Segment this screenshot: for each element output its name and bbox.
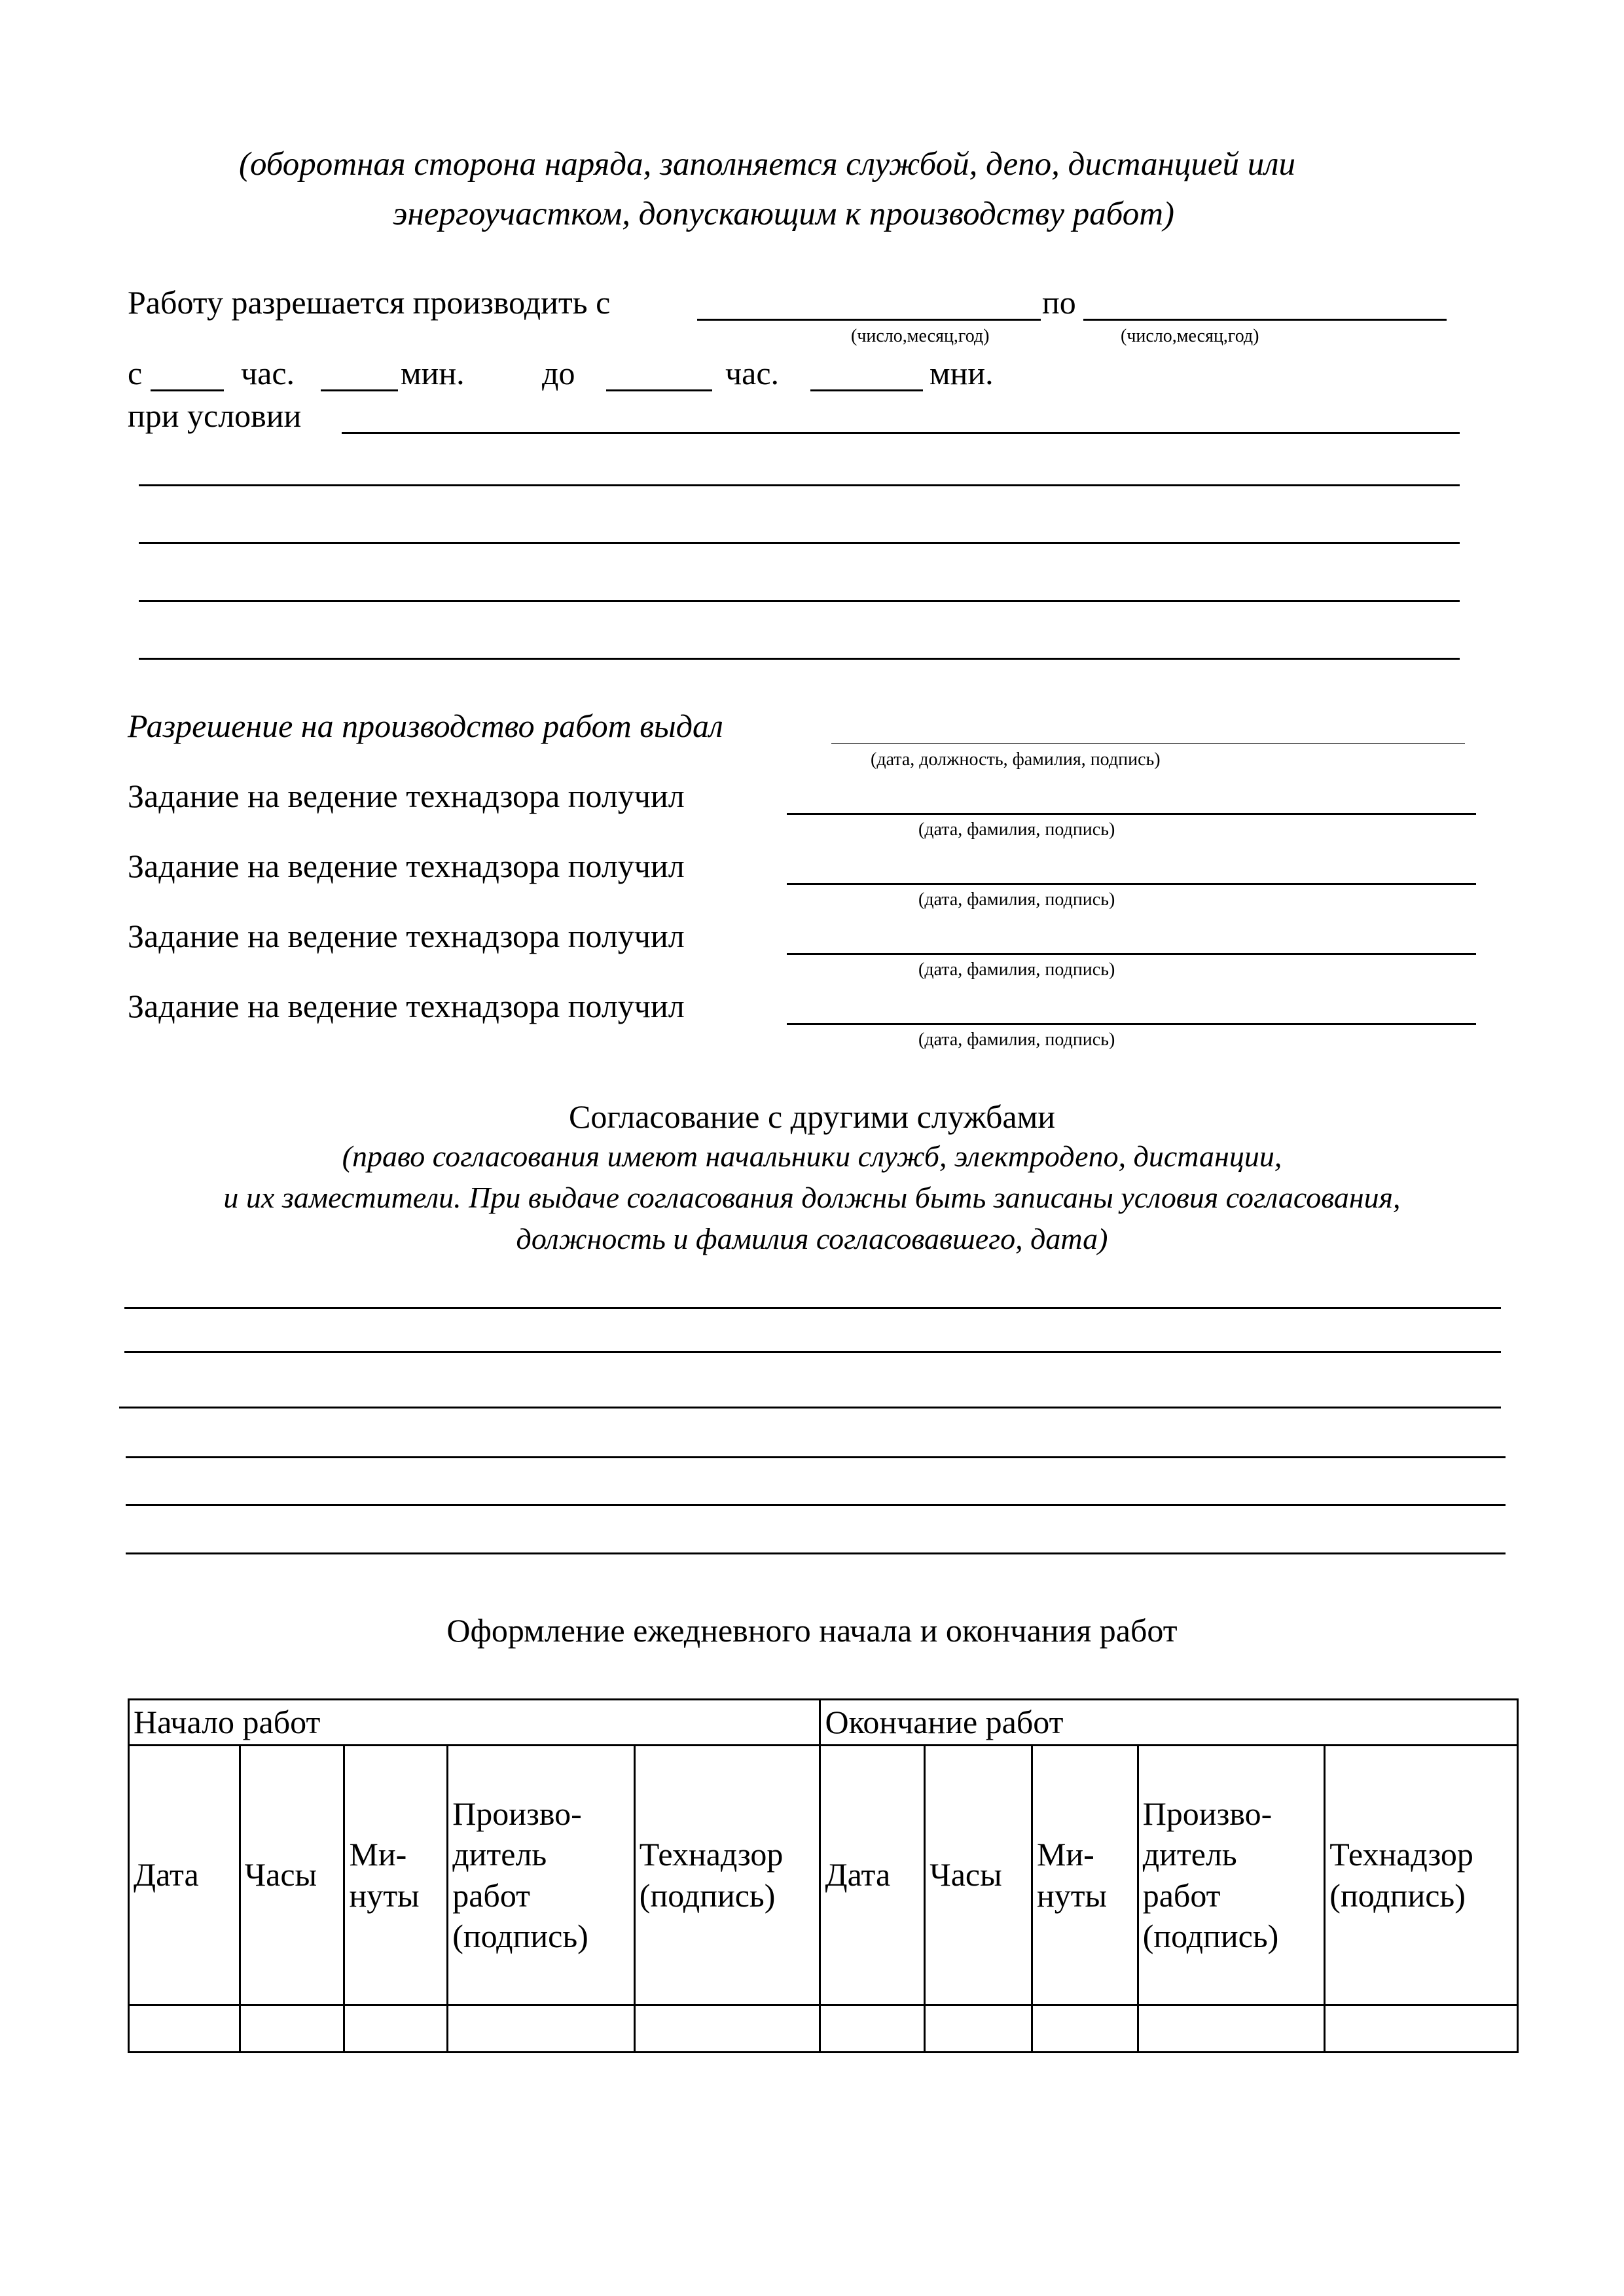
cell-start-foreman[interactable] <box>448 2005 635 2052</box>
cell-end-date[interactable] <box>820 2005 925 2052</box>
condition-line-3[interactable] <box>139 542 1460 544</box>
condition-line-2[interactable] <box>139 484 1460 486</box>
end-works-header: Окончание работ <box>820 1700 1518 1746</box>
permit-end-date-field[interactable] <box>1083 319 1447 321</box>
caption-tech-2: (дата, фамилия, подпись) <box>918 889 1115 910</box>
permit-from-label: Работу разрешается производить с <box>128 284 611 321</box>
caption-tech-3: (дата, фамилия, подпись) <box>918 960 1115 980</box>
header-line-1: (оборотная сторона наряда, заполняется службой, депо, дистанцией или <box>239 146 1295 183</box>
agreement-note-3: должность и фамилия согласовавшего, дата) <box>516 1222 1108 1255</box>
col-start-foreman: Произво- дитель работ (подпись) <box>448 1745 635 2005</box>
col-start-date: Дата <box>129 1745 240 2005</box>
tech-received-label-2: Задание на ведение технадзора получил <box>128 848 685 884</box>
tech-received-label-4: Задание на ведение технадзора получил <box>128 988 685 1024</box>
condition-label: при условии <box>128 397 302 434</box>
col-end-hours: Часы <box>925 1745 1032 2005</box>
cell-end-supervision[interactable] <box>1325 2005 1518 2052</box>
tech-received-label-1: Задание на ведение технадзора получил <box>128 778 685 814</box>
condition-line-5[interactable] <box>139 658 1460 660</box>
col-start-minutes: Ми- нуты <box>344 1745 448 2005</box>
end-hour-field[interactable] <box>606 389 712 391</box>
header-line-2: энергоучастком, допускающим к производству работ) <box>393 196 1175 232</box>
condition-line-4[interactable] <box>139 600 1460 602</box>
start-hour-field[interactable] <box>151 389 224 391</box>
agreement-note-2: и их заместители. При выдаче согласования должны быть записаны условия согласования, <box>223 1181 1401 1214</box>
cell-end-minutes[interactable] <box>1032 2005 1138 2052</box>
cell-start-hours[interactable] <box>240 2005 344 2052</box>
daily-log-title: Оформление ежедневного начала и окончания работ <box>446 1612 1178 1649</box>
agreement-line-6[interactable] <box>126 1552 1506 1554</box>
agreement-line-3[interactable] <box>119 1407 1501 1408</box>
caption-tech-1: (дата, фамилия, подпись) <box>918 819 1115 840</box>
agreement-line-5[interactable] <box>126 1504 1506 1506</box>
caption-end-date: (число,месяц,год) <box>1121 326 1259 346</box>
tech-received-field-3[interactable] <box>787 953 1476 955</box>
col-end-minutes: Ми- нуты <box>1032 1745 1138 2005</box>
start-works-header: Начало работ <box>129 1700 820 1746</box>
table-row <box>129 2005 1518 2052</box>
cell-start-minutes[interactable] <box>344 2005 448 2052</box>
daily-log-table <box>128 1698 1519 2053</box>
end-minute-field[interactable] <box>810 389 923 391</box>
hours-label-2: час. <box>725 355 780 391</box>
cell-start-supervision[interactable] <box>634 2005 820 2052</box>
col-start-supervision: Технадзор (подпись) <box>634 1745 820 2005</box>
tech-received-field-1[interactable] <box>787 813 1476 815</box>
tech-received-label-3: Задание на ведение технадзора получил <box>128 918 685 954</box>
issued-by-field[interactable] <box>831 743 1465 744</box>
col-end-foreman: Произво- дитель работ (подпись) <box>1138 1745 1325 2005</box>
permit-to-label: по <box>1042 284 1076 321</box>
col-end-date: Дата <box>820 1745 925 2005</box>
caption-start-date: (число,месяц,год) <box>851 326 990 346</box>
caption-issued-by: (дата, должность, фамилия, подпись) <box>871 749 1161 770</box>
cell-end-foreman[interactable] <box>1138 2005 1325 2052</box>
tech-received-field-4[interactable] <box>787 1023 1476 1025</box>
permit-start-date-field[interactable] <box>697 319 1041 321</box>
caption-tech-4: (дата, фамилия, подпись) <box>918 1030 1115 1050</box>
cell-end-hours[interactable] <box>925 2005 1032 2052</box>
col-end-supervision: Технадзор (подпись) <box>1325 1745 1518 2005</box>
tech-received-field-2[interactable] <box>787 883 1476 885</box>
agreement-line-2[interactable] <box>124 1351 1501 1353</box>
time-s-label: с <box>128 355 143 391</box>
agreement-title: Согласование с другими службами <box>568 1098 1056 1135</box>
cell-start-date[interactable] <box>129 2005 240 2052</box>
condition-field[interactable] <box>342 432 1460 434</box>
issued-by-label: Разрешение на производство работ выдал <box>128 708 723 744</box>
minutes-label-1: мин. <box>401 355 465 391</box>
minutes-label-2: мни. <box>929 355 994 391</box>
until-label: до <box>542 355 575 391</box>
start-minute-field[interactable] <box>321 389 398 391</box>
agreement-line-4[interactable] <box>126 1456 1506 1458</box>
col-start-hours: Часы <box>240 1745 344 2005</box>
hours-label-1: час. <box>241 355 295 391</box>
agreement-line-1[interactable] <box>124 1307 1501 1309</box>
agreement-note-1: (право согласования имеют начальники служб, электродепо, дистанции, <box>342 1139 1282 1173</box>
